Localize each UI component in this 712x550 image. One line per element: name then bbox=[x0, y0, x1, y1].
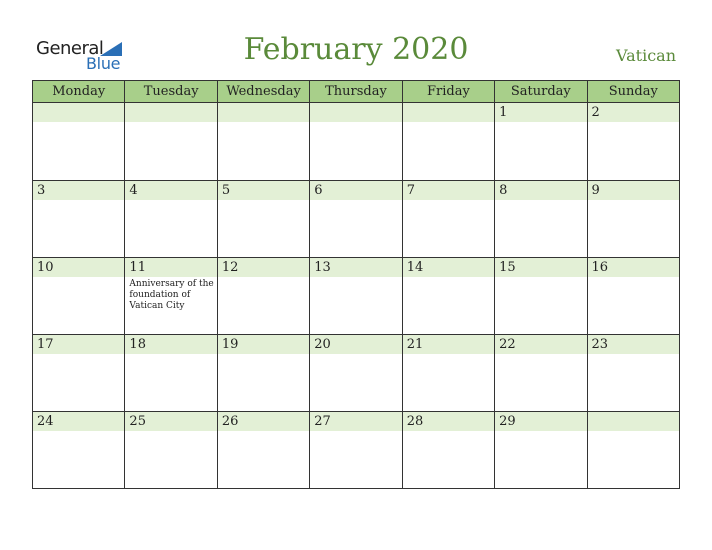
day-cell bbox=[495, 258, 587, 335]
week-row bbox=[33, 258, 680, 335]
day-cell bbox=[33, 103, 125, 181]
day-cell bbox=[495, 181, 587, 258]
day-number: 8 bbox=[499, 183, 508, 198]
day-cell bbox=[310, 181, 402, 258]
day-cell bbox=[125, 103, 217, 181]
day-number: 13 bbox=[314, 260, 331, 275]
day-cell bbox=[125, 335, 217, 412]
day-cell bbox=[402, 103, 494, 181]
week-row bbox=[33, 412, 680, 489]
page-title: February 2020 bbox=[243, 32, 469, 67]
day-number: 3 bbox=[37, 183, 46, 198]
day-cell bbox=[310, 412, 402, 489]
day-number: 5 bbox=[221, 183, 231, 198]
day-cell bbox=[125, 412, 217, 489]
day-cell bbox=[587, 335, 679, 412]
day-number: 18 bbox=[129, 337, 146, 352]
day-cell bbox=[217, 103, 309, 181]
country-label: Vatican bbox=[616, 46, 676, 65]
day-number: 20 bbox=[314, 337, 331, 352]
week-row bbox=[33, 335, 680, 412]
day-number: 22 bbox=[499, 337, 516, 352]
day-cell bbox=[402, 412, 494, 489]
week-row bbox=[33, 181, 680, 258]
day-number: 1 bbox=[499, 105, 508, 120]
day-cell bbox=[495, 103, 587, 181]
day-number: 23 bbox=[591, 337, 609, 352]
day-cell bbox=[33, 412, 125, 489]
day-number: 28 bbox=[406, 414, 424, 429]
day-cell bbox=[217, 335, 309, 412]
day-cell bbox=[587, 412, 679, 489]
day-cell bbox=[587, 181, 679, 258]
day-number: 10 bbox=[37, 260, 54, 275]
calendar-grid bbox=[32, 80, 680, 489]
holiday-event: Anniversary of the foundation of Vatican City bbox=[129, 279, 214, 311]
day-number: 16 bbox=[591, 260, 609, 275]
weekday-header: Wednesday bbox=[217, 81, 309, 103]
day-number: 21 bbox=[406, 337, 424, 352]
day-cell bbox=[217, 258, 309, 335]
weekday-header: Saturday bbox=[495, 81, 587, 103]
day-cell bbox=[125, 181, 217, 258]
day-number: 2 bbox=[591, 105, 600, 120]
day-number: 9 bbox=[591, 183, 600, 198]
weekday-header: Sunday bbox=[587, 81, 679, 103]
day-number: 24 bbox=[37, 414, 54, 429]
day-number: 12 bbox=[221, 260, 239, 275]
day-cell bbox=[33, 181, 125, 258]
day-number: 4 bbox=[129, 183, 138, 198]
day-cell bbox=[310, 103, 402, 181]
day-cell bbox=[495, 335, 587, 412]
day-cell bbox=[33, 258, 125, 335]
logo-blue-text: Blue bbox=[86, 54, 121, 73]
weekday-header-row bbox=[33, 81, 680, 103]
week-row bbox=[33, 103, 680, 181]
day-number: 15 bbox=[499, 260, 516, 275]
day-number: 29 bbox=[499, 414, 516, 429]
day-cell bbox=[310, 335, 402, 412]
day-cell bbox=[33, 335, 125, 412]
weekday-header: Friday bbox=[402, 81, 494, 103]
day-cell bbox=[495, 412, 587, 489]
day-cell bbox=[402, 335, 494, 412]
day-cell bbox=[402, 181, 494, 258]
weekday-header: Tuesday bbox=[125, 81, 217, 103]
day-cell bbox=[587, 258, 679, 335]
day-cell bbox=[310, 258, 402, 335]
day-number: 19 bbox=[221, 337, 239, 352]
day-number: 26 bbox=[221, 414, 239, 429]
day-cell bbox=[402, 258, 494, 335]
day-cell bbox=[217, 412, 309, 489]
weekday-header: Thursday bbox=[310, 81, 402, 103]
day-number: 7 bbox=[406, 183, 415, 198]
day-number: 6 bbox=[314, 183, 323, 198]
day-cell bbox=[217, 181, 309, 258]
day-cell bbox=[125, 258, 217, 335]
day-number: 25 bbox=[129, 414, 146, 429]
day-number: 14 bbox=[406, 260, 424, 275]
day-number: 27 bbox=[314, 414, 331, 429]
logo-general-text: General bbox=[36, 38, 104, 59]
day-number: 17 bbox=[37, 337, 54, 352]
day-number: 11 bbox=[129, 260, 146, 275]
weekday-header: Monday bbox=[33, 81, 125, 103]
day-cell bbox=[587, 103, 679, 181]
